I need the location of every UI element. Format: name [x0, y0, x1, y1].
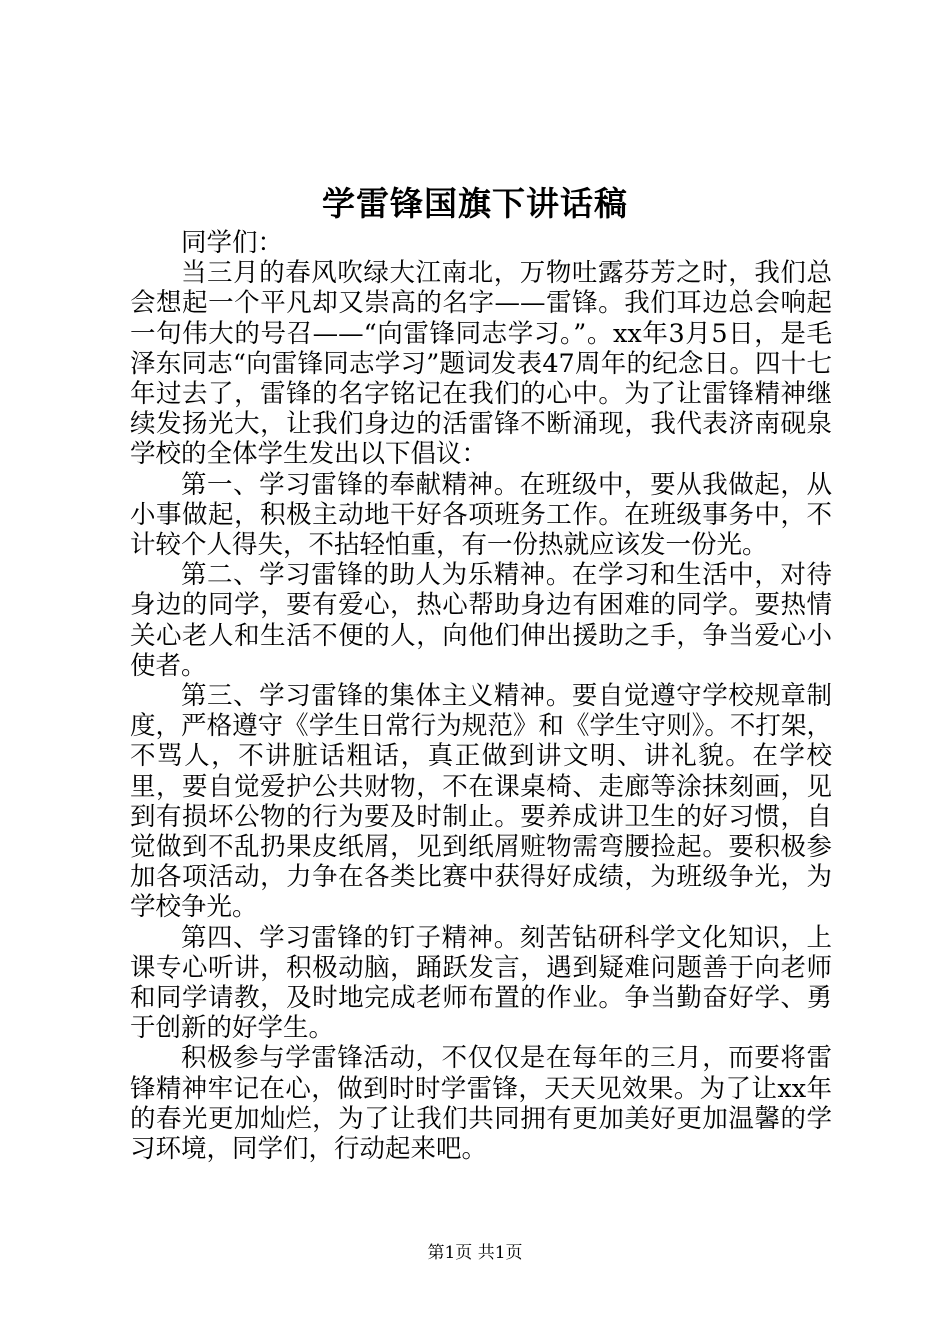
salutation-paragraph: 同学们： [181, 228, 284, 258]
page-number-footer: 第1页 共1页 [427, 1243, 523, 1263]
document-body [130, 228, 832, 1164]
intro-paragraph: 当三月的春风吹绿大江南北，万物吐露芬芳之时，我们总会想起一个平凡却又崇高的名字——雷锋。我们耳边总会响起一句伟大的号召——“向雷锋同志学习。”。xx年3月5日，是毛泽东同志“向雷锋同志学习”题词发表47周年的纪念日。四十七年过去了，雷锋的名字铭记在我们的心中。为了让雷锋精神继续发扬光大，让我们身边的活雷锋不断涌现，我代表济南砚泉学校的全体学生发出以下倡议： [130, 258, 832, 470]
closing-paragraph: 积极参与学雷锋活动，不仅仅是在每年的三月，而要将雷锋精神牢记在心，做到时时学雷锋，天天见效果。为了让xx年的春光更加灿烂，为了让我们共同拥有更加美好更加温馨的学习环境，同学们，行动起来吧。 [130, 1043, 832, 1165]
point-three-paragraph: 第三、学习雷锋的集体主义精神。要自觉遵守学校规章制度，严格遵守《学生日常行为规范》和《学生守则》。不打架，不骂人，不讲脏话粗话，真正做到讲文明、讲礼貌。在学校里，要自觉爱护公共财物，不在课桌椅、走廊等涂抹刻画，见到有损坏公物的行为要及时制止。要养成讲卫生的好习惯，自觉做到不乱扔果皮纸屑，见到纸屑赃物需弯腰捡起。要积极参加各项活动，力争在各类比赛中获得好成绩，为班级争光，为学校争光。 [130, 681, 832, 923]
point-four-paragraph: 第四、学习雷锋的钉子精神。刻苦钻研科学文化知识，上课专心听讲，积极动脑，踊跃发言，遇到疑难问题善于向老师和同学请教，及时地完成老师布置的作业。争当勤奋好学、勇于创新的好学生。 [130, 922, 832, 1044]
point-one-paragraph: 第一、学习雷锋的奉献精神。在班级中，要从我做起，从小事做起，积极主动地干好各项班务工作。在班级事务中，不计较个人得失，不拈轻怕重，有一份热就应该发一份光。 [130, 469, 832, 561]
point-two-paragraph: 第二、学习雷锋的助人为乐精神。在学习和生活中，对待身边的同学，要有爱心，热心帮助身边有困难的同学。要热情关心老人和生活不便的人，向他们伸出援助之手，争当爱心小使者。 [130, 560, 832, 681]
document-title: 学雷锋国旗下讲话稿 [322, 184, 628, 223]
